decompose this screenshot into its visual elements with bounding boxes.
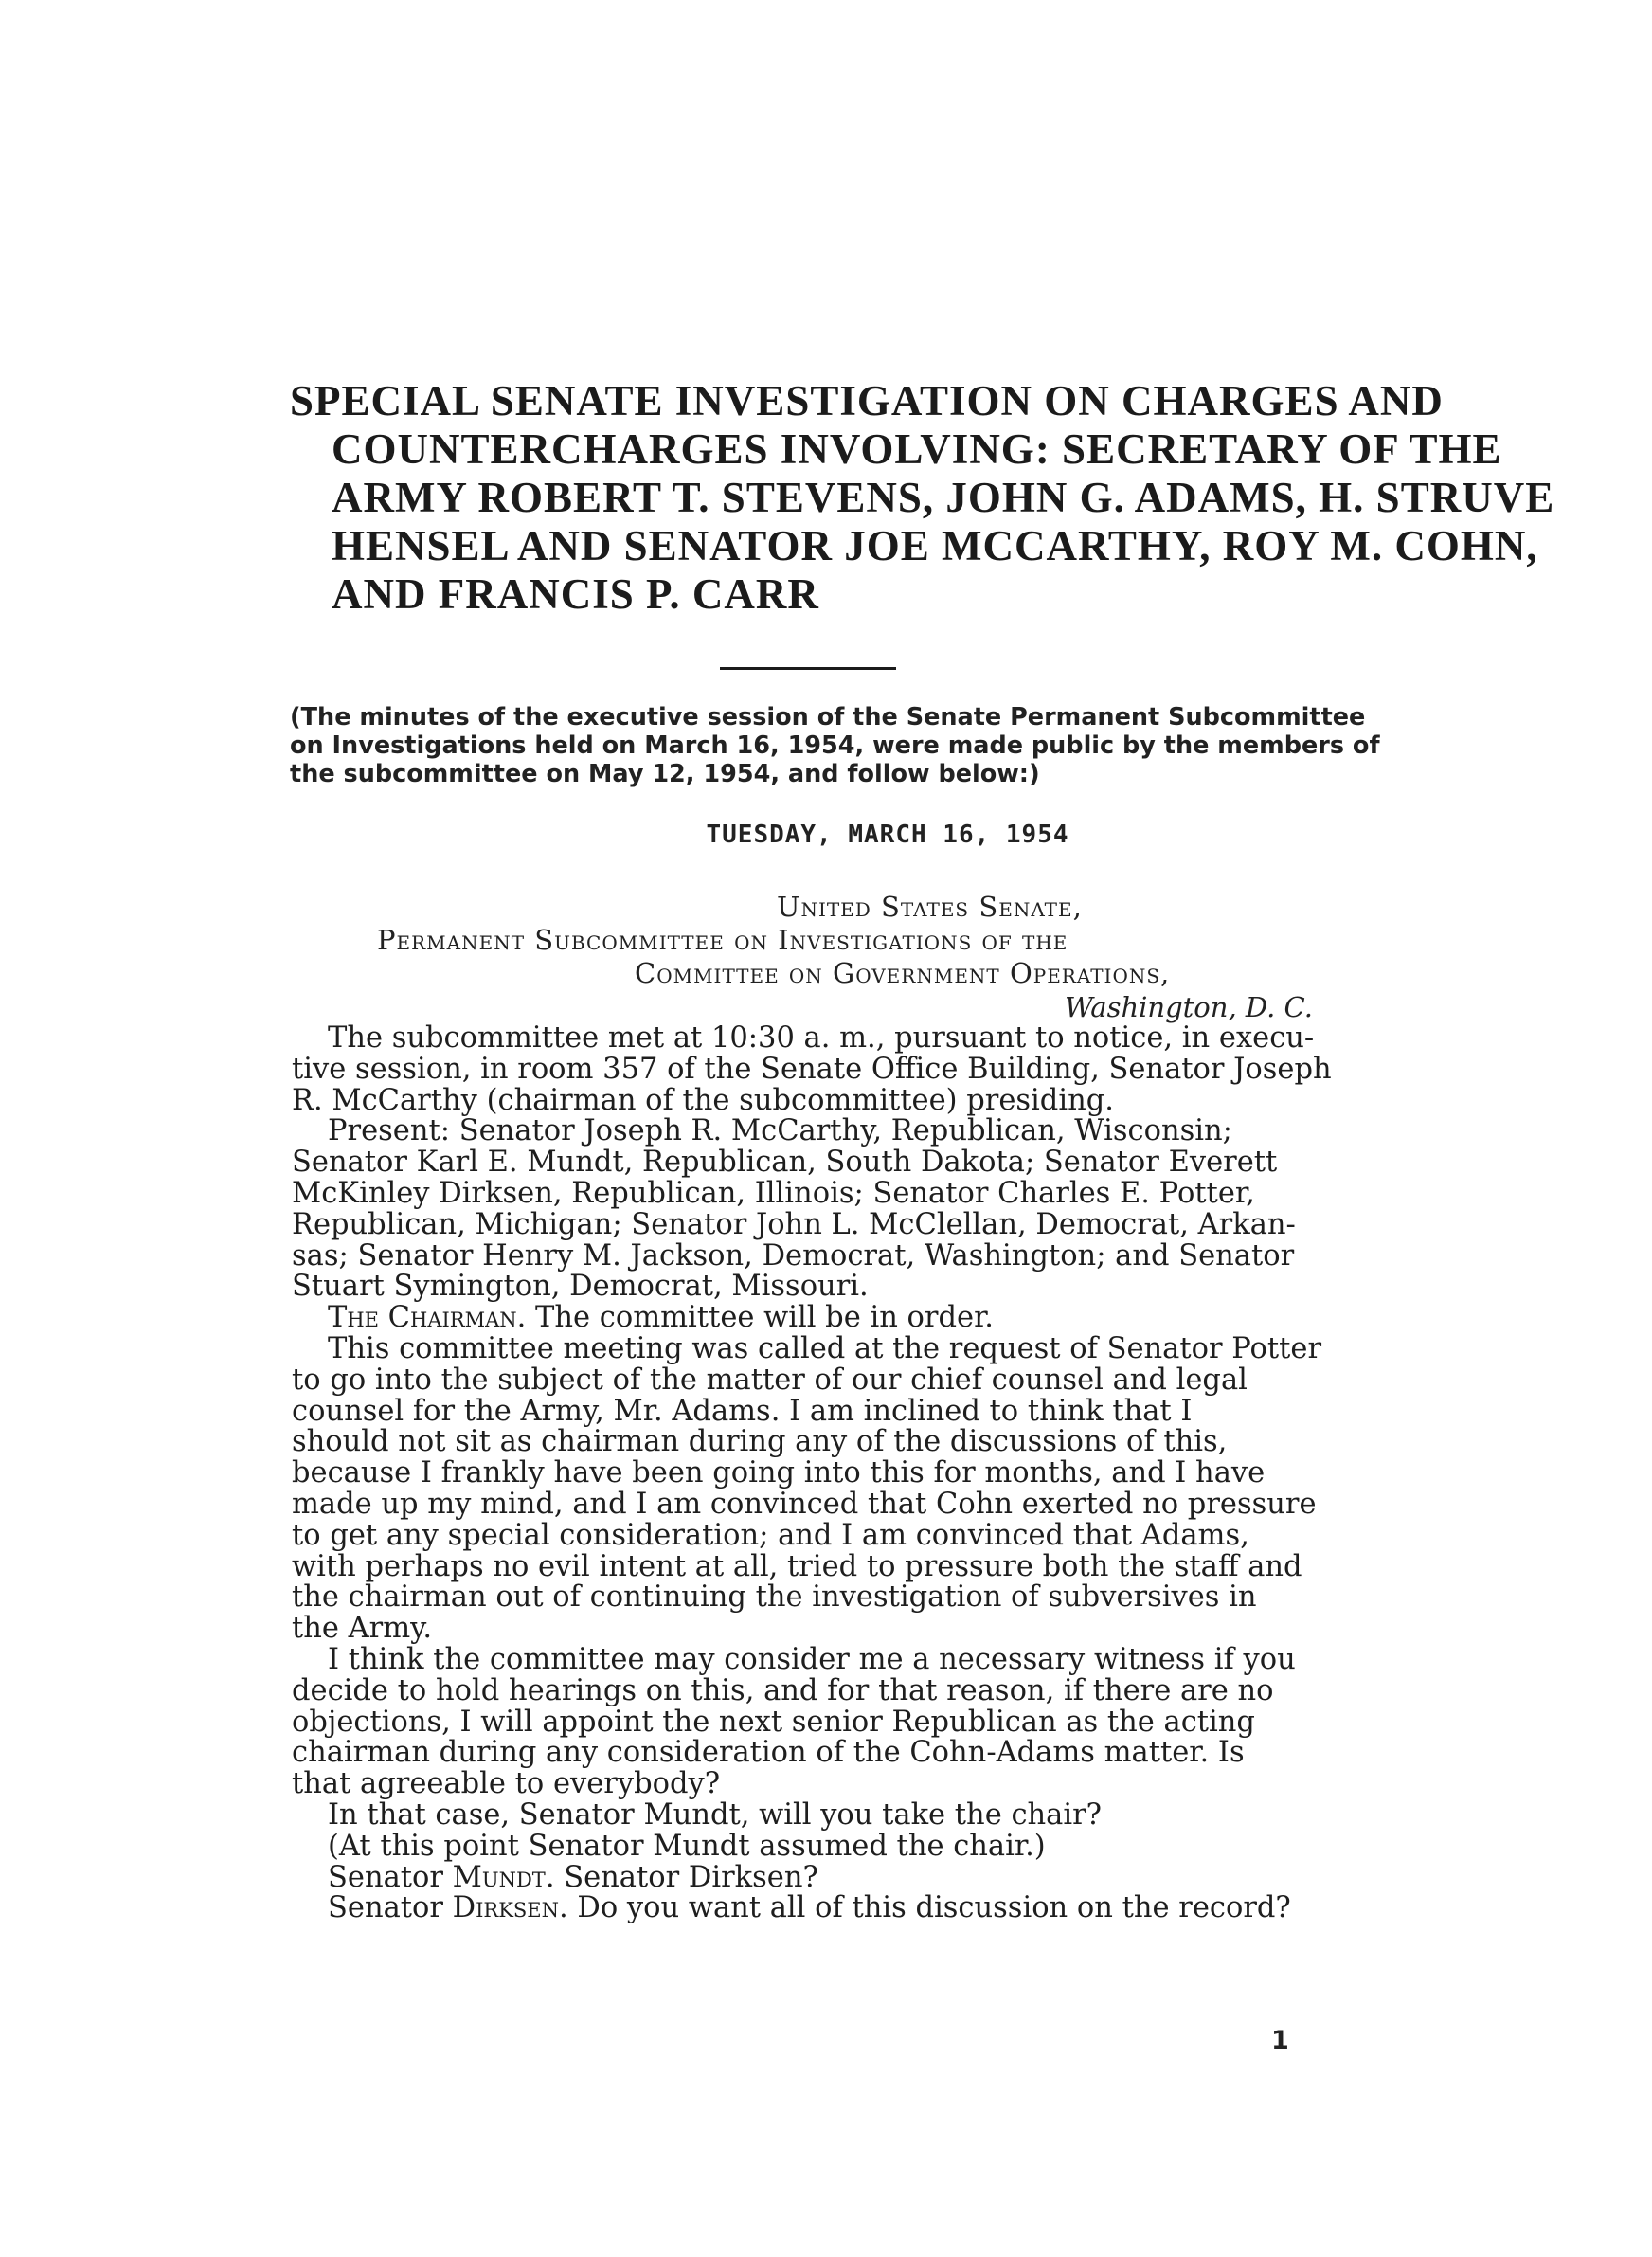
- body-line: [292, 1642, 1391, 1676]
- line-text: Do you want all of this discussion on the record?: [567, 1891, 1291, 1925]
- line-text: tive session, in room 357 of the Senate Office Building, Senator Joseph: [292, 1052, 1332, 1086]
- title-divider: [720, 667, 896, 670]
- body-line: [292, 1893, 1391, 1924]
- line-text: R. McCarthy (chairman of the subcommittee) presiding.: [292, 1083, 1114, 1117]
- line-text: the Army.: [292, 1612, 433, 1646]
- minutes-line: on Investigations held on March 16, 1954, were made public by the members of: [290, 731, 1380, 760]
- line-text: The committee will be in order.: [526, 1301, 994, 1335]
- speaker-prefix: Senator: [328, 1891, 453, 1925]
- line-text: should not sit as chairman during any of the discussions of this,: [292, 1425, 1228, 1459]
- body-line: [292, 1427, 1391, 1458]
- line-text: Present: Senator Joseph R. McCarthy, Republican, Wisconsin;: [328, 1114, 1232, 1148]
- line-text: because I frankly have been going into this for months, and I have: [292, 1456, 1266, 1490]
- body-line: [292, 1458, 1391, 1490]
- report-title: [290, 377, 1555, 619]
- body-line: [292, 1083, 1391, 1117]
- header-line-1: United States Senate,: [777, 891, 1083, 923]
- minutes-line: the subcommittee on May 12, 1954, and follow below:): [290, 760, 1040, 788]
- body-line: [292, 1582, 1391, 1614]
- body-line: [292, 1707, 1391, 1739]
- body-text: [292, 1023, 1391, 1924]
- header-location: [1065, 991, 1313, 1023]
- page-number: 1: [1271, 2026, 1289, 2055]
- line-text: In that case, Senator Mundt, will you take the chair?: [328, 1797, 1103, 1832]
- title-line: COUNTERCHARGES INVOLVING: SECRETARY OF THE: [332, 425, 1502, 473]
- body-line: [292, 1487, 1391, 1521]
- speaker-name: The Chairman.: [328, 1301, 527, 1335]
- body-line: [292, 1116, 1391, 1147]
- body-line: [292, 1303, 1391, 1334]
- speaker-name: Mundt.: [452, 1860, 555, 1894]
- body-line: [292, 1549, 1391, 1583]
- body-line: [292, 1673, 1391, 1707]
- title-line: ARMY ROBERT T. STEVENS, JOHN G. ADAMS, H. STRUVE: [332, 474, 1555, 521]
- body-line: [292, 1769, 1391, 1800]
- title-line: HENSEL AND SENATOR JOE MCCARTHY, ROY M. COHN,: [332, 522, 1538, 569]
- body-line: [292, 1272, 1391, 1303]
- line-text: Senator Karl E. Mundt, Republican, South Dakota; Senator Everett: [292, 1146, 1278, 1180]
- header-senate: [777, 891, 1083, 923]
- line-text: decide to hold hearings on this, and for that reason, if there are no: [292, 1673, 1274, 1707]
- line-text: the chairman out of continuing the investigation of subversives in: [292, 1580, 1257, 1615]
- line-text: made up my mind, and I am convinced that Cohn exerted no pressure: [292, 1487, 1317, 1521]
- line-text: objections, I will appoint the next senior Republican as the acting: [292, 1705, 1255, 1739]
- body-line: [292, 1829, 1391, 1863]
- line-text: to go into the subject of the matter of our chief counsel and legal: [292, 1363, 1248, 1397]
- body-line: [292, 1518, 1391, 1552]
- header-subcommittee: [377, 924, 1068, 956]
- minutes-line: (The minutes of the executive session of the Senate Permanent Subcommittee: [290, 703, 1366, 731]
- line-text: This committee meeting was called at the request of Senator Potter: [328, 1331, 1322, 1365]
- line-text: The subcommittee met at 10:30 a. m., pursuant to notice, in execu-: [328, 1021, 1315, 1055]
- body-line: [292, 1331, 1391, 1365]
- body-line: [292, 1207, 1391, 1241]
- body-line: [292, 1738, 1391, 1769]
- minutes-note: [290, 703, 1389, 788]
- line-text: I think the committee may consider me a necessary witness if you: [328, 1642, 1296, 1676]
- body-line: [292, 1797, 1391, 1832]
- line-text: chairman during any consideration of the Cohn-Adams matter. Is: [292, 1736, 1245, 1770]
- line-text: McKinley Dirksen, Republican, Illinois; Senator Charles E. Potter,: [292, 1176, 1255, 1210]
- header-committee: [635, 957, 1170, 989]
- session-date: TUESDAY, MARCH 16, 1954: [706, 821, 1069, 849]
- line-text: that agreeable to everybody?: [292, 1767, 721, 1801]
- line-text: to get any special consideration; and I am convinced that Adams,: [292, 1518, 1249, 1552]
- speaker-name: Dirksen.: [452, 1891, 568, 1925]
- speaker-prefix: Senator: [328, 1860, 453, 1894]
- line-text: Stuart Symington, Democrat, Missouri.: [292, 1270, 869, 1304]
- body-line: [292, 1365, 1391, 1397]
- header-line-3: Committee on Government Operations,: [635, 957, 1171, 989]
- body-line: [292, 1147, 1391, 1179]
- body-line: [292, 1052, 1391, 1086]
- title-line: AND FRANCIS P. CARR: [332, 570, 819, 618]
- line-text: (At this point Senator Mundt assumed the chair.): [328, 1829, 1046, 1863]
- line-text: with perhaps no evil intent at all, tried to pressure both the staff and: [292, 1549, 1302, 1583]
- body-line: [292, 1023, 1391, 1055]
- body-line: [292, 1614, 1391, 1645]
- header-line-2: Permanent Subcommittee on Investigations of the: [377, 924, 1068, 956]
- header-line-4: Washington, D. C.: [1065, 991, 1313, 1023]
- body-line: [292, 1238, 1391, 1273]
- title-line: SPECIAL SENATE INVESTIGATION ON CHARGES AND: [290, 377, 1444, 424]
- line-text: counsel for the Army, Mr. Adams. I am inclined to think that I: [292, 1394, 1193, 1428]
- body-line: [292, 1176, 1391, 1210]
- line-text: Senator Dirksen?: [554, 1860, 818, 1894]
- line-text: Republican, Michigan; Senator John L. McClellan, Democrat, Arkan-: [292, 1207, 1296, 1241]
- body-line: [292, 1394, 1391, 1428]
- line-text: sas; Senator Henry M. Jackson, Democrat, Washington; and Senator: [292, 1238, 1295, 1273]
- body-line: [292, 1860, 1391, 1894]
